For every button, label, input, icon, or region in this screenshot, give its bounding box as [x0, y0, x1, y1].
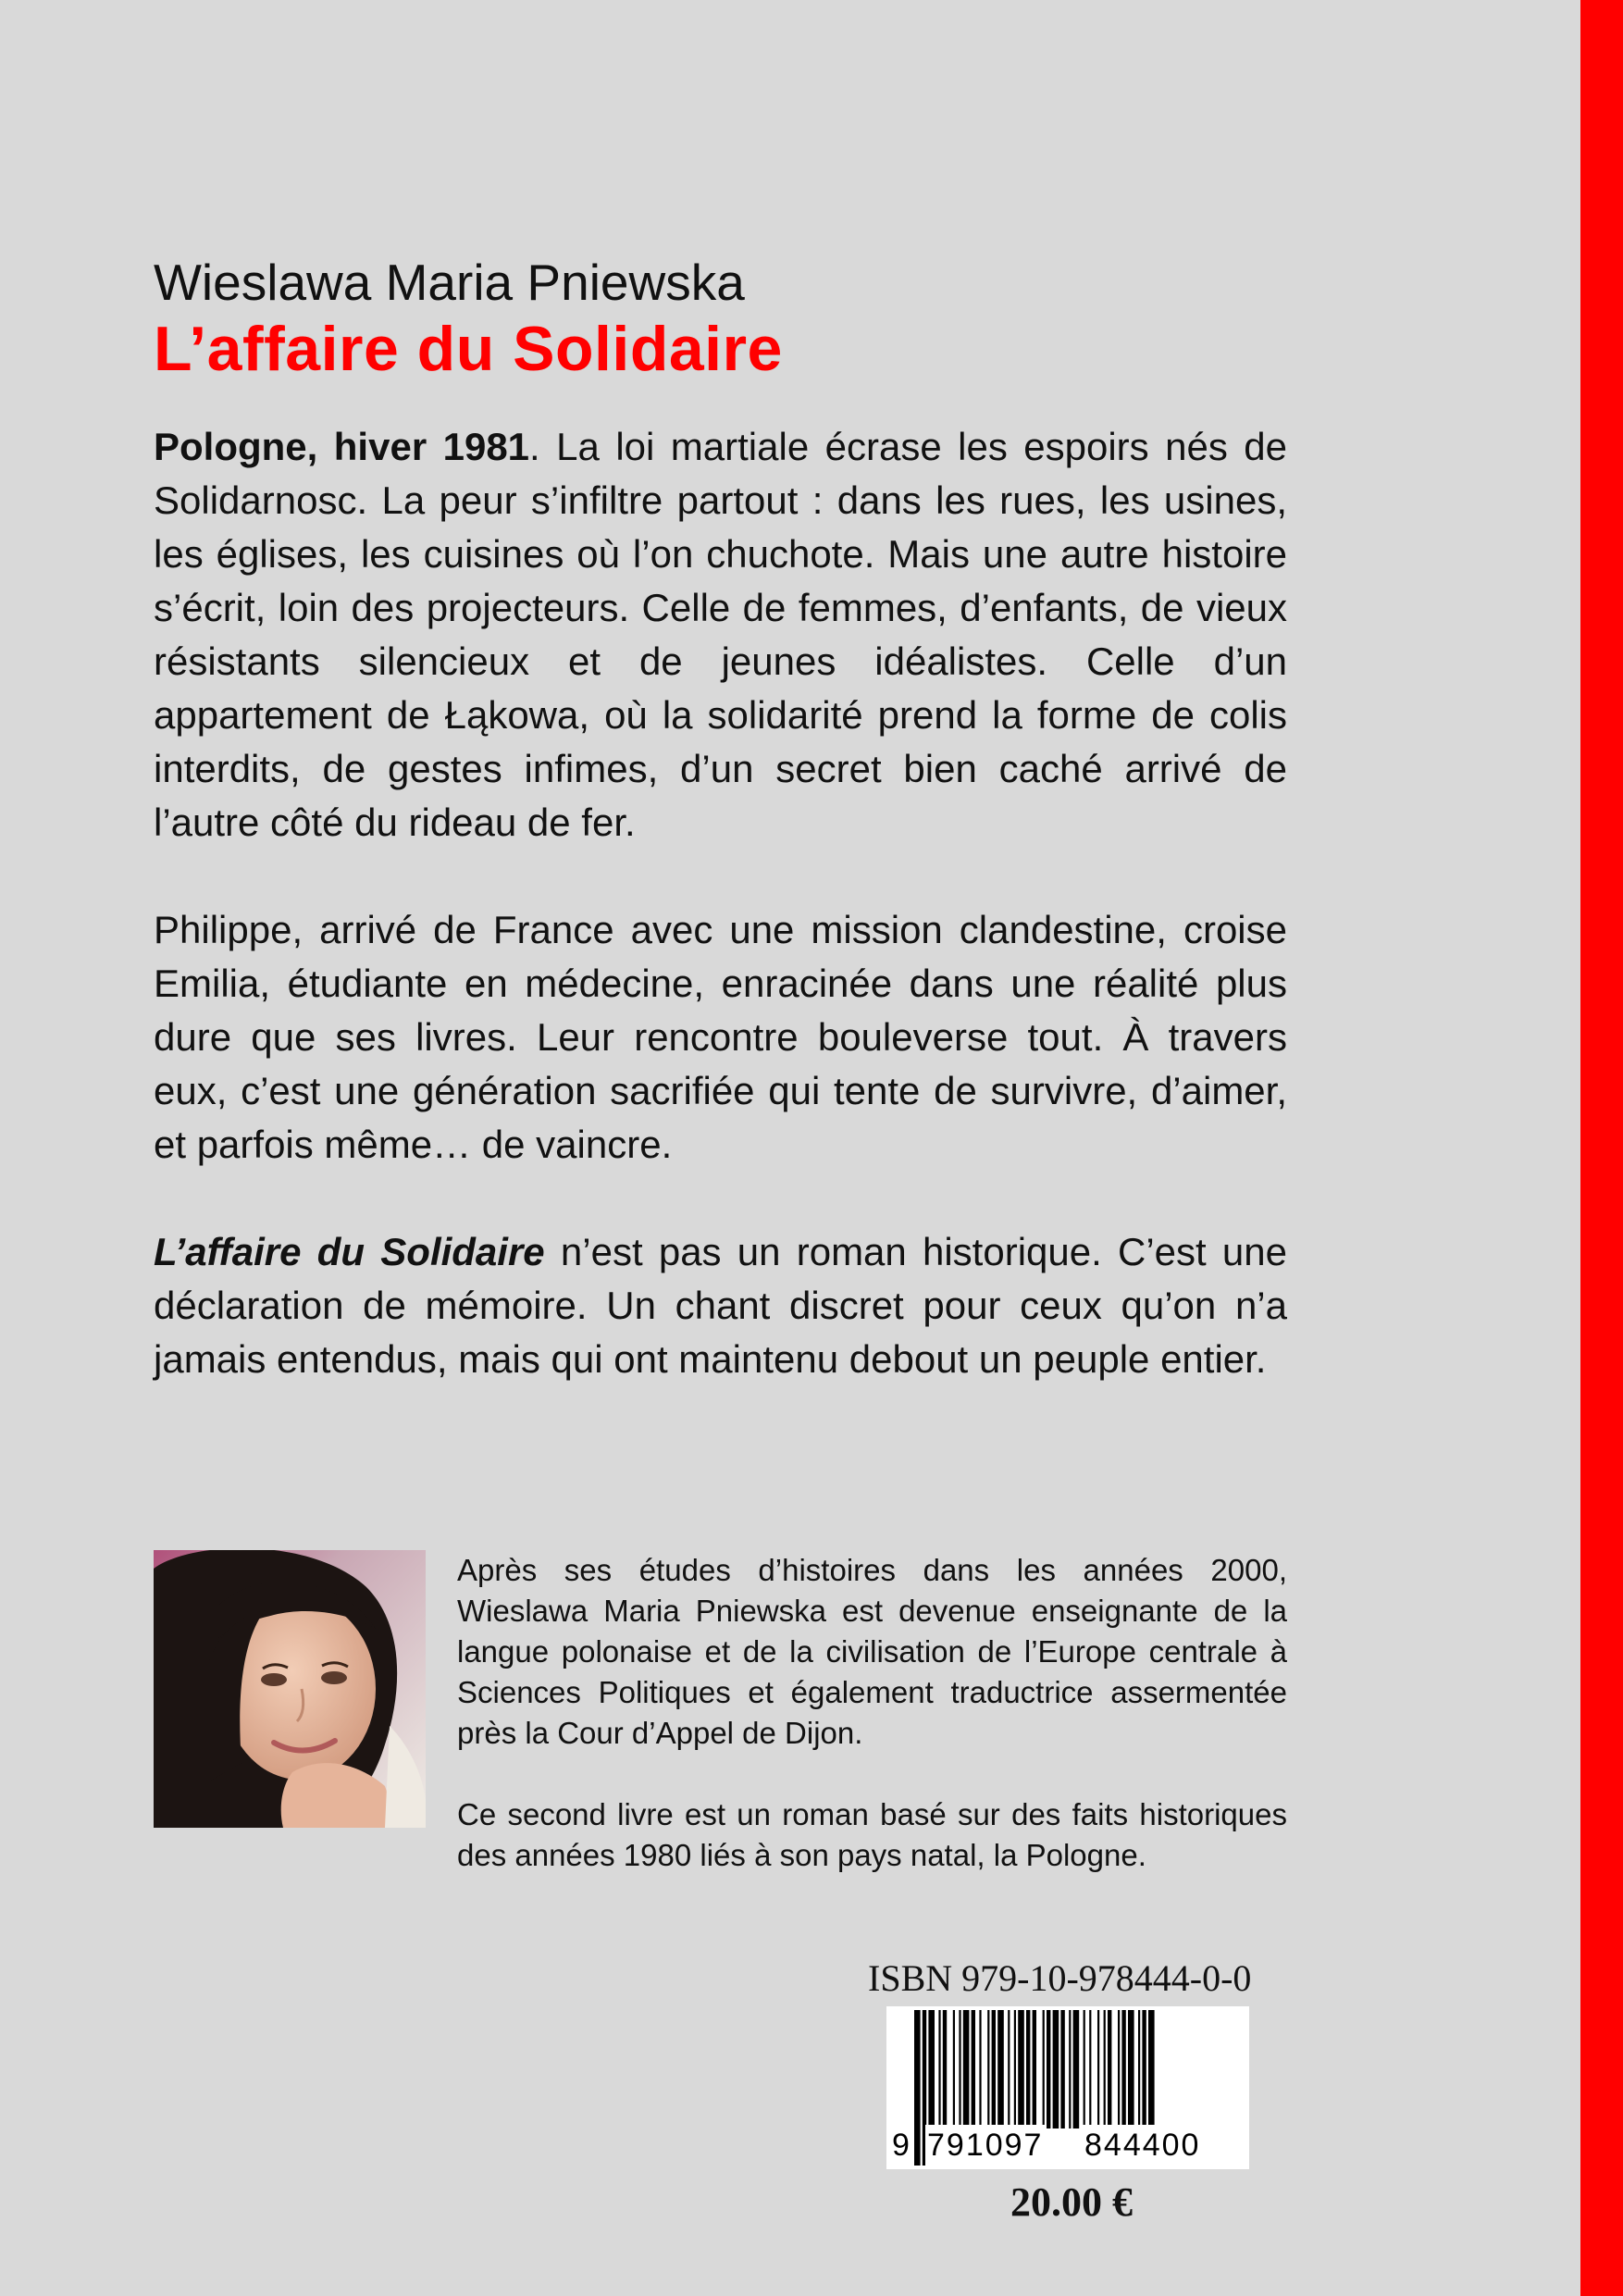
barcode-bar [1008, 2010, 1010, 2128]
synopsis-paragraph-3 [154, 1225, 1287, 1386]
isbn-block [868, 1956, 1275, 2225]
barcode-bar [959, 2010, 960, 2128]
synopsis-title-ref: L’affaire du Solidaire [154, 1230, 545, 1273]
barcode-bar [1128, 2010, 1134, 2128]
author-bio-paragraph-2: Ce second livre est un roman basé sur des faits historiques des années 1980 liés à son pays natal, la Pologne. [457, 1797, 1287, 1872]
barcode-bar [1089, 2010, 1091, 2128]
barcode-bar [943, 2010, 947, 2128]
author-bio [457, 1550, 1287, 1876]
barcode-bar [1097, 2010, 1099, 2128]
synopsis-paragraph-1 [154, 420, 1287, 850]
barcode-bar [928, 2010, 935, 2128]
price: 20.00 € [1010, 2179, 1133, 2225]
barcode-bar [1018, 2010, 1024, 2128]
author-bio-paragraph-1: Après ses études d’histoires dans les années 2000, Wieslawa Maria Pniewska est devenue enseignante de la langue polonaise et de la civilisation de l’Europe centrale à Sciences Politiques et également traductrice assermentée près la Cour d’Appel de Dijon. [457, 1553, 1287, 1750]
barcode-digits-left: 791097 [925, 2125, 1045, 2166]
barcode-bar [1118, 2010, 1120, 2128]
barcode-digits-right: 844400 [1083, 2125, 1202, 2166]
barcode-digit-lead: 9 [890, 2125, 911, 2166]
synopsis-text-1: . La loi martiale écrase les espoirs nés de Solidarnosc. La peur s’infiltre partout : dans les rues, les usines, les églises, les cuisines où l’on chuchote. Mais une autre histoire s’écrit, loin des projecteurs. Celle de femmes, d’enfants, de vieux résistants silencieux et de jeunes idéalistes. Celle d’un appartement de Łąkowa, où la solidarité prend la forme de colis interdits, de gestes infimes, d’un secret bien caché arrivé de l’autre côté du rideau de fer. [154, 425, 1287, 844]
barcode-bar [1108, 2010, 1111, 2128]
author-photo [154, 1550, 426, 1828]
synopsis-paragraph-2: Philippe, arrivé de France avec une mission clandestine, croise Emilia, étudiante en médecine, enracinée dans une réalité plus dure que ses livres. Leur rencontre bouleverse tout. À travers eux, c’est une génération sacrifiée qui tente de survivre, d’aimer, et parfois même… de vaincre. [154, 908, 1287, 1166]
back-cover-text [154, 252, 1287, 1386]
synopsis-lead: Pologne, hiver 1981 [154, 425, 530, 468]
barcode-bar [987, 2010, 989, 2128]
barcode-bar [1060, 2010, 1064, 2128]
barcode-bar [1026, 2010, 1030, 2128]
barcode-bar [1047, 2010, 1050, 2128]
author-section [154, 1550, 1287, 1920]
barcode-bar [997, 2010, 1004, 2128]
barcode-bar [992, 2010, 996, 2128]
author-name: Wieslawa Maria Pniewska [154, 254, 745, 311]
synopsis-text-3: n’est pas un roman historique. C’est une déclaration de mémoire. Un chant discret pour ceux qu’on n’a jamais entendus, mais qui ont maintenu debout un peuple entier. [154, 1230, 1287, 1381]
barcode-bar [938, 2010, 940, 2128]
barcode-bar [979, 2010, 981, 2128]
barcode-bar [1142, 2010, 1146, 2128]
isbn-label: ISBN 979-10-978444-0-0 [868, 1957, 1252, 1999]
barcode-bar [1053, 2010, 1059, 2128]
barcode-bar [1138, 2010, 1140, 2128]
barcode-bar [963, 2010, 970, 2128]
spine-red-bar [1580, 0, 1623, 2296]
barcode-bar [1014, 2010, 1016, 2128]
barcode-bar [1121, 2010, 1125, 2128]
barcode-bar [1073, 2010, 1080, 2128]
barcode-bar [1084, 2010, 1085, 2128]
barcode-digits [886, 2125, 1249, 2166]
barcode-bar [1104, 2010, 1106, 2128]
barcode-bar [953, 2010, 955, 2128]
barcode [886, 2006, 1249, 2169]
book-title: L’affaire du Solidaire [154, 314, 783, 384]
barcode-bar [1069, 2010, 1071, 2128]
barcode-bar [972, 2010, 975, 2128]
